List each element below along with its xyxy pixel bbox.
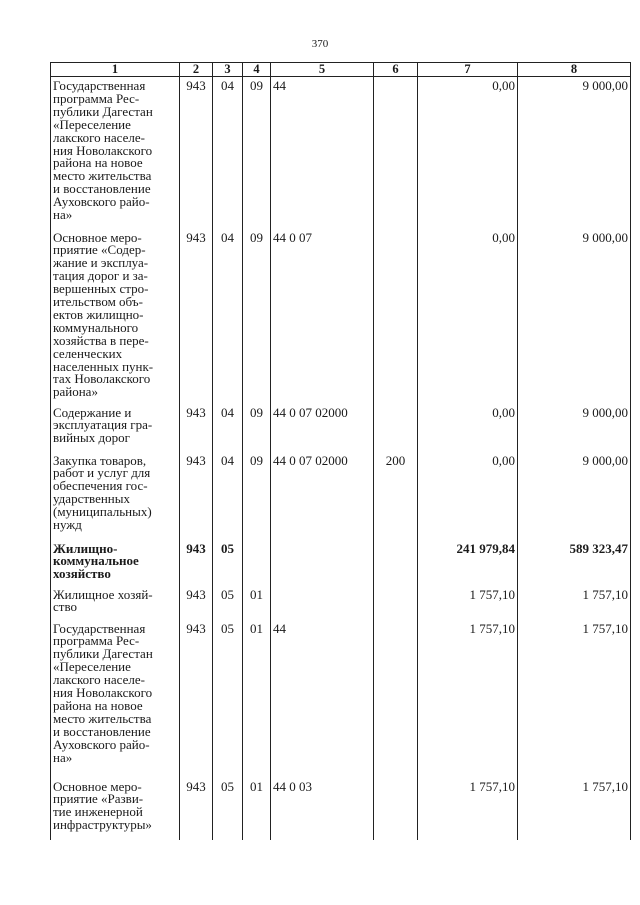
- row-name-line: на»: [53, 749, 73, 765]
- table-row: [51, 586, 631, 620]
- row-name-line: Ауховского райо-: [53, 736, 150, 752]
- amount-year-1-cell: 0,00: [418, 229, 518, 404]
- target-article-cell: 44 0 07: [271, 229, 374, 404]
- expense-type-cell: [374, 229, 418, 404]
- row-name-line: хозяйства в пере-: [53, 332, 149, 348]
- header-col-7: 7: [418, 63, 518, 77]
- section-code-cell: 04: [213, 452, 243, 540]
- table-row: [51, 229, 631, 404]
- row-name-line: (муниципальных): [53, 504, 152, 520]
- budget-table: [50, 62, 631, 840]
- row-name-line: Закупка товаров,: [53, 452, 147, 468]
- table-row: [51, 540, 631, 586]
- target-article-cell: 44: [271, 77, 374, 229]
- row-name-line: лакского населе-: [53, 672, 145, 688]
- amount-year-2-cell: 9 000,00: [518, 404, 631, 452]
- section-code-cell: 04: [213, 229, 243, 404]
- row-name-line: обеспечения гос-: [53, 478, 148, 494]
- section-code-cell: 05: [213, 778, 243, 840]
- target-article-cell: 44 0 07 02000: [271, 452, 374, 540]
- row-name-line: Государственная: [53, 78, 146, 93]
- ministry-code-cell: 943: [180, 778, 213, 840]
- amount-year-2-cell: 1 757,10: [518, 778, 631, 840]
- target-article-cell: [271, 540, 374, 586]
- row-name-line: «Переселение: [53, 116, 131, 132]
- row-name-line: ительством объ-: [53, 294, 143, 310]
- row-name-line: работ и услуг для: [53, 465, 151, 481]
- row-name-line: тие инженерной: [53, 804, 143, 820]
- subsection-code-cell: [243, 540, 271, 586]
- expense-type-cell: [374, 77, 418, 229]
- row-name-line: публики Дагестан: [53, 646, 153, 662]
- amount-year-1-cell: 1 757,10: [418, 620, 518, 778]
- row-name-line: жание и эксплуа-: [53, 255, 149, 271]
- subsection-code-cell: 01: [243, 586, 271, 620]
- row-name-line: хозяйство: [53, 566, 111, 582]
- target-article-cell: 44 0 03: [271, 778, 374, 840]
- ministry-code-cell: 943: [180, 77, 213, 229]
- row-name-line: и восстановление: [53, 723, 151, 739]
- expense-type-cell: [374, 778, 418, 840]
- row-name-line: ния Новолакского: [53, 142, 153, 158]
- row-name-line: и восстановление: [53, 181, 151, 197]
- ministry-code-cell: 943: [180, 586, 213, 620]
- row-name-line: Жилищно-: [53, 540, 118, 556]
- expense-type-cell: 200: [374, 452, 418, 540]
- row-name-cell: [51, 404, 180, 452]
- header-col-8: 8: [518, 63, 631, 77]
- section-code-cell: 05: [213, 586, 243, 620]
- expense-type-cell: [374, 540, 418, 586]
- row-name-cell: [51, 620, 180, 778]
- row-name-line: тах Новолакского: [53, 371, 151, 387]
- row-name-line: ударственных: [53, 491, 130, 507]
- amount-year-2-cell: 1 757,10: [518, 586, 631, 620]
- target-article-cell: [271, 586, 374, 620]
- section-code-cell: 05: [213, 620, 243, 778]
- subsection-code-cell: 01: [243, 620, 271, 778]
- row-name-line: Жилищное хозяй-: [53, 586, 153, 602]
- row-name-line: нужд: [53, 517, 82, 533]
- row-name-cell: [51, 229, 180, 404]
- row-name-line: программа Рес-: [53, 633, 140, 649]
- row-name-line: Ауховского райо-: [53, 194, 150, 210]
- section-code-cell: 05: [213, 540, 243, 586]
- header-col-1: 1: [51, 63, 180, 77]
- expense-type-cell: [374, 404, 418, 452]
- expense-type-cell: [374, 586, 418, 620]
- header-col-4: 4: [243, 63, 271, 77]
- row-name-line: тация дорог и за-: [53, 268, 148, 284]
- ministry-code-cell: 943: [180, 540, 213, 586]
- row-name-cell: [51, 77, 180, 229]
- amount-year-2-cell: 589 323,47: [518, 540, 631, 586]
- amount-year-2-cell: 1 757,10: [518, 620, 631, 778]
- table-row: [51, 778, 631, 840]
- row-name-line: ство: [53, 599, 78, 615]
- subsection-code-cell: 09: [243, 452, 271, 540]
- amount-year-1-cell: 241 979,84: [418, 540, 518, 586]
- row-name-line: коммунальное: [53, 553, 139, 569]
- section-code-cell: 04: [213, 404, 243, 452]
- header-col-6: 6: [374, 63, 418, 77]
- ministry-code-cell: 943: [180, 620, 213, 778]
- row-name-line: Содержание и: [53, 404, 132, 420]
- target-article-cell: 44: [271, 620, 374, 778]
- header-col-2: 2: [180, 63, 213, 77]
- amount-year-1-cell: 0,00: [418, 452, 518, 540]
- row-name-line: эксплуатация гра-: [53, 417, 153, 433]
- subsection-code-cell: 09: [243, 229, 271, 404]
- row-name-line: вийных дорог: [53, 430, 130, 446]
- table-row: [51, 452, 631, 540]
- target-article-cell: 44 0 07 02000: [271, 404, 374, 452]
- row-name-cell: [51, 586, 180, 620]
- table-row: [51, 404, 631, 452]
- amount-year-1-cell: 0,00: [418, 404, 518, 452]
- row-name-cell: [51, 540, 180, 586]
- row-name-line: Основное меро-: [53, 778, 142, 794]
- row-name-line: района на новое: [53, 155, 143, 171]
- amount-year-2-cell: 9 000,00: [518, 452, 631, 540]
- row-name-line: вершенных стро-: [53, 281, 149, 297]
- row-name-line: ния Новолакского: [53, 685, 153, 701]
- amount-year-1-cell: 0,00: [418, 77, 518, 229]
- amount-year-2-cell: 9 000,00: [518, 229, 631, 404]
- table-body: [51, 77, 631, 840]
- row-name-line: населенных пунк-: [53, 358, 154, 374]
- row-name-line: Основное меро-: [53, 229, 142, 245]
- row-name-line: коммунального: [53, 319, 139, 335]
- row-name-line: приятие «Разви-: [53, 791, 144, 807]
- row-name-cell: [51, 778, 180, 840]
- amount-year-2-cell: 9 000,00: [518, 77, 631, 229]
- amount-year-1-cell: 1 757,10: [418, 778, 518, 840]
- row-name-line: инфраструктуры»: [53, 817, 152, 833]
- header-col-3: 3: [213, 63, 243, 77]
- row-name-line: приятие «Содер-: [53, 242, 146, 258]
- header-col-5: 5: [271, 63, 374, 77]
- row-name-line: программа Рес-: [53, 90, 140, 106]
- table-row: [51, 77, 631, 229]
- expense-type-cell: [374, 620, 418, 778]
- subsection-code-cell: 09: [243, 77, 271, 229]
- row-name-line: на»: [53, 207, 73, 223]
- subsection-code-cell: 09: [243, 404, 271, 452]
- ministry-code-cell: 943: [180, 404, 213, 452]
- row-name-line: района»: [53, 384, 98, 400]
- row-name-line: «Переселение: [53, 659, 131, 675]
- row-name-line: селенческих: [53, 345, 123, 361]
- header-row: [51, 63, 631, 77]
- row-name-line: место жительства: [53, 710, 152, 726]
- amount-year-1-cell: 1 757,10: [418, 586, 518, 620]
- row-name-line: района на новое: [53, 697, 143, 713]
- row-name-cell: [51, 452, 180, 540]
- row-name-line: место жительства: [53, 168, 152, 184]
- subsection-code-cell: 01: [243, 778, 271, 840]
- row-name-line: лакского населе-: [53, 129, 145, 145]
- ministry-code-cell: 943: [180, 452, 213, 540]
- table-row: [51, 620, 631, 778]
- page-number: 370: [311, 38, 329, 50]
- ministry-code-cell: 943: [180, 229, 213, 404]
- row-name-line: ектов жилищно-: [53, 306, 144, 322]
- section-code-cell: 04: [213, 77, 243, 229]
- row-name-line: публики Дагестан: [53, 103, 153, 119]
- row-name-line: Государственная: [53, 620, 146, 636]
